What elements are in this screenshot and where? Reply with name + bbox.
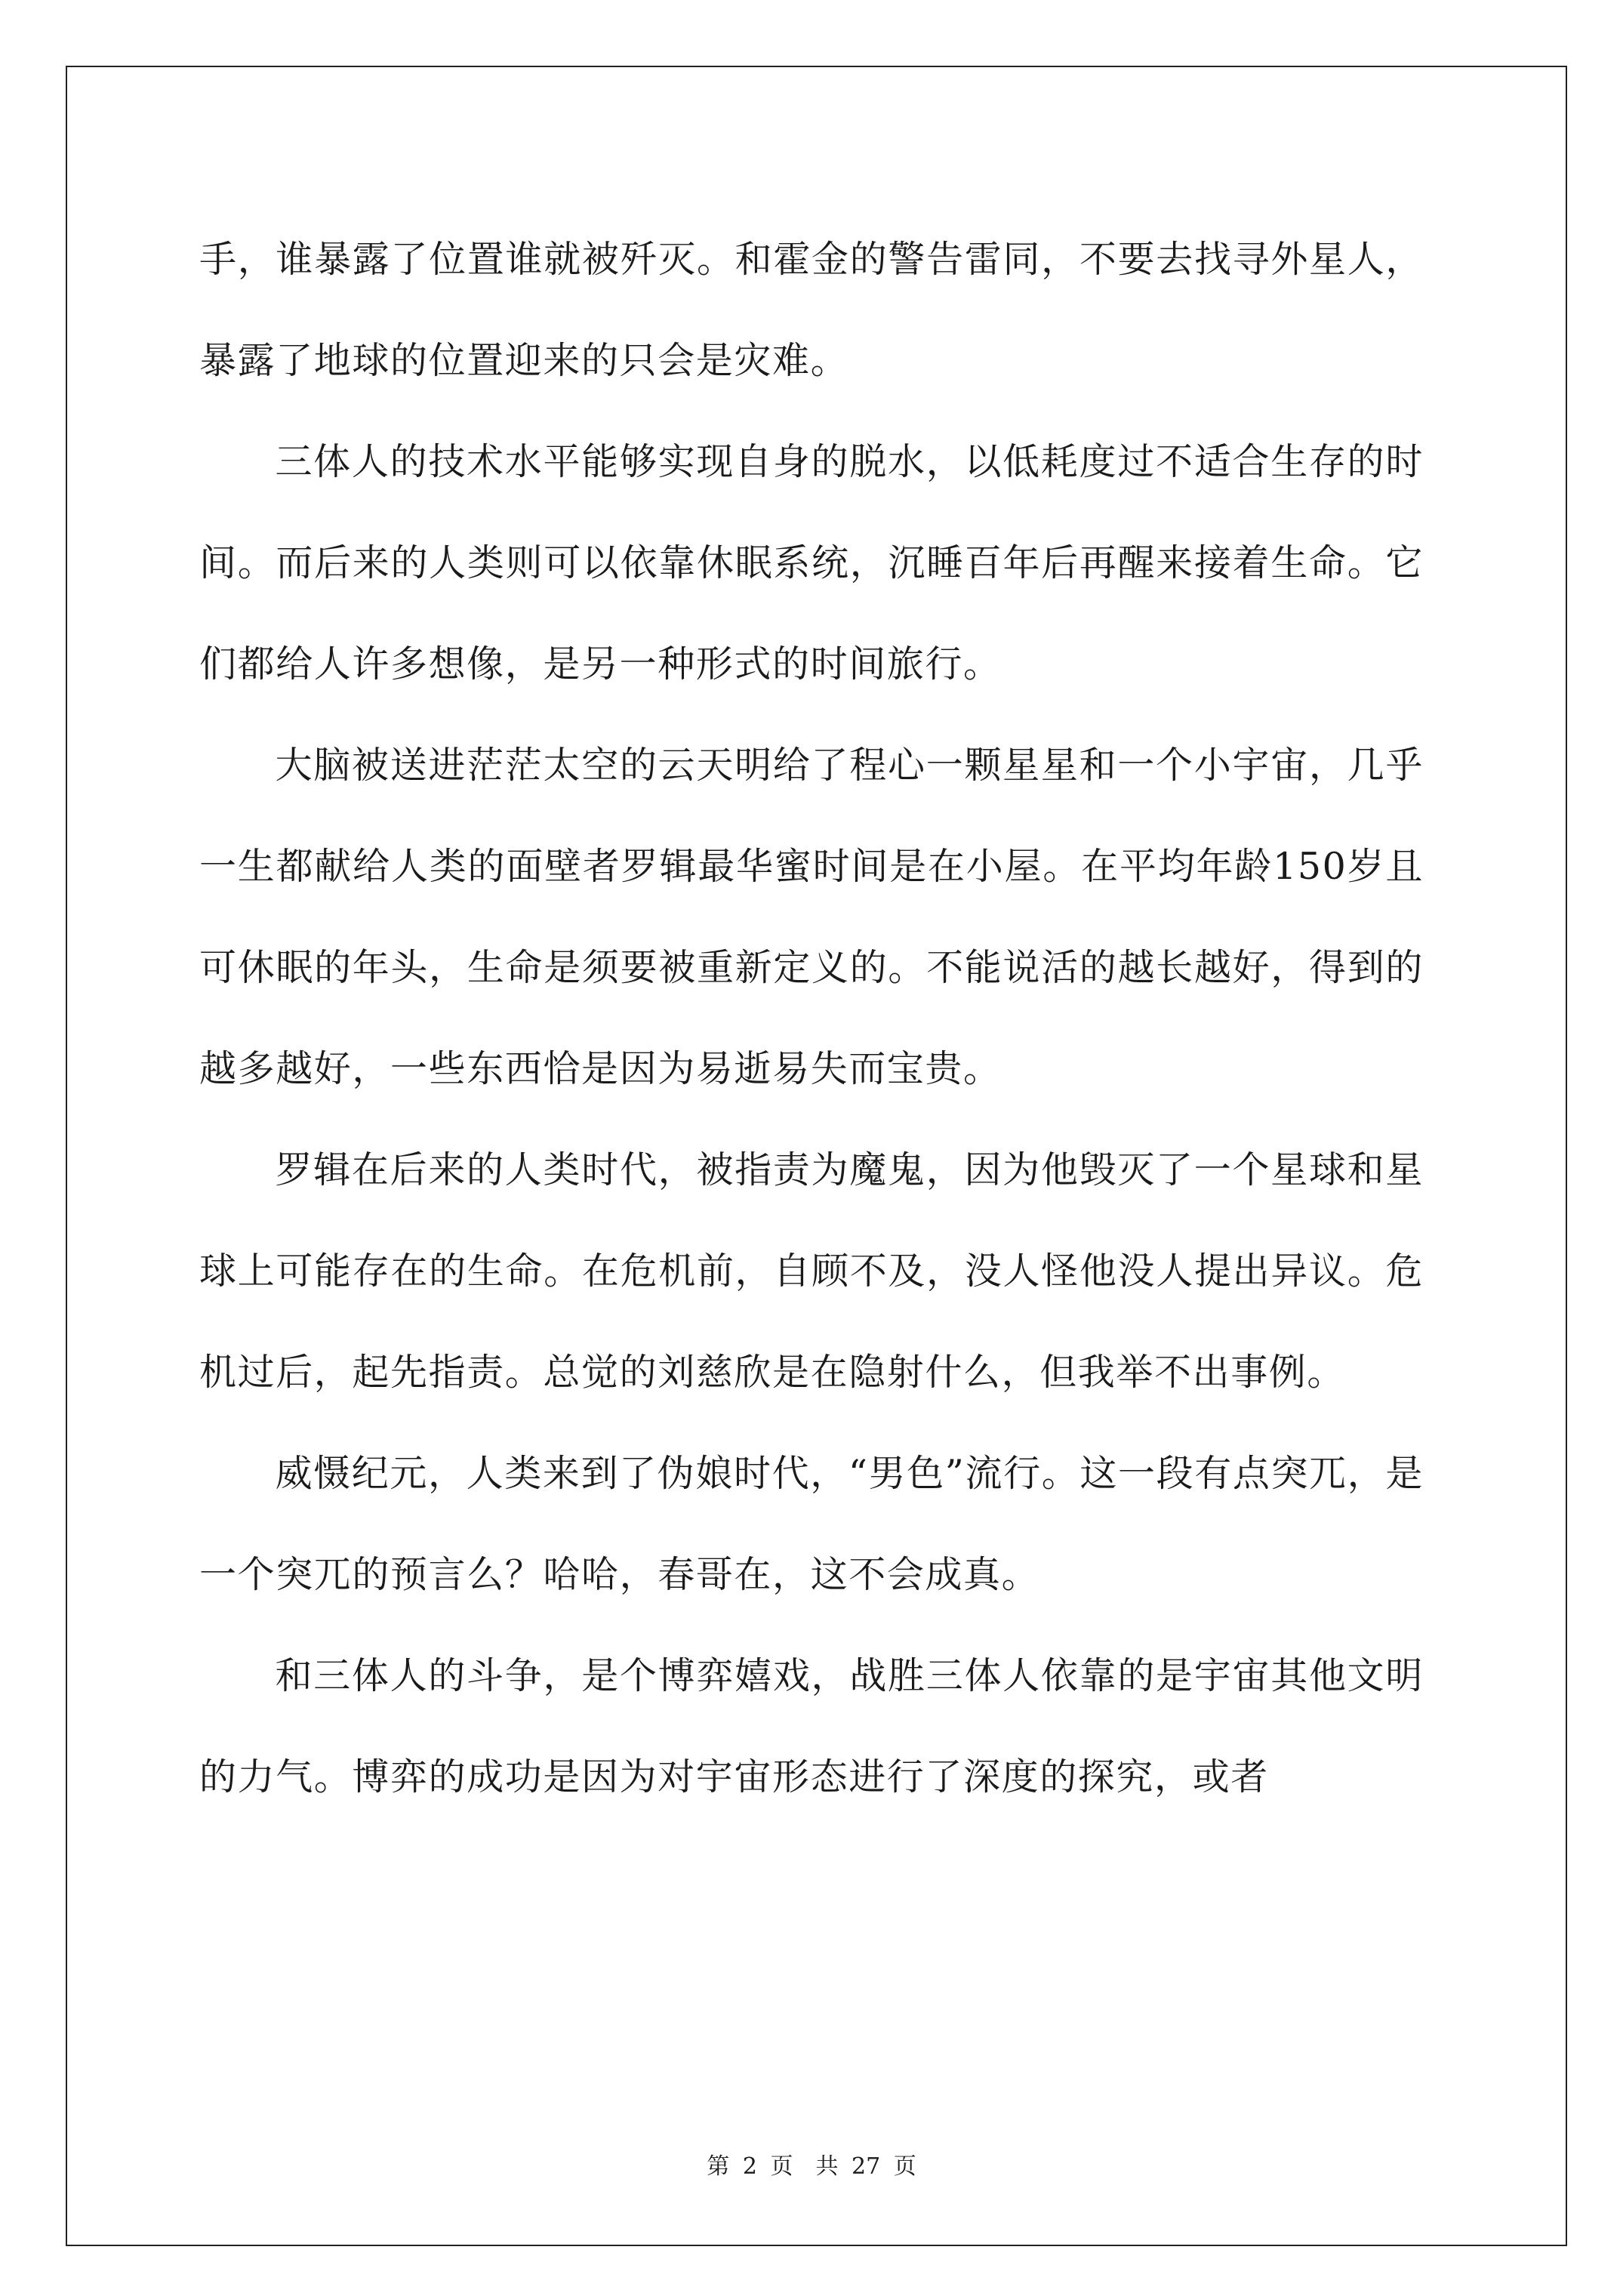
document-body: [199, 209, 1424, 1828]
paragraph-2: 三体人的技术水平能够实现自身的脱水，以低耗度过不适合生存的时间。而后来的人类则可以依靠休眠系统，沉睡百年后再醒来接着生命。它们都给人许多想像，是另一种形式的时间旅行。: [199, 440, 1424, 686]
paragraph-5: 威慑纪元，人类来到了伪娘时代，“男色”流行。这一段有点突兀，是一个突兀的预言么？哈哈，春哥在，这不会成真。: [199, 1452, 1424, 1596]
paragraph-1: 手，谁暴露了位置谁就被歼灭。和霍金的警告雷同，不要去找寻外星人，暴露了地球的位置迎来的只会是灾难。: [199, 238, 1424, 382]
paragraph-6: 和三体人的斗争，是个博弈嬉戏，战胜三体人依靠的是宇宙其他文明的力气。博弈的成功是因为对宇宙形态进行了深度的探究，或者: [199, 1654, 1424, 1798]
paragraph-4: 罗辑在后来的人类时代，被指责为魔鬼，因为他毁灭了一个星球和星球上可能存在的生命。在危机前，自顾不及，没人怪他没人提出异议。危机过后，起先指责。总觉的刘慈欣是在隐射什么，但我举不出事例。: [199, 1148, 1424, 1394]
paragraph-3: 大脑被送进茫茫太空的云天明给了程心一颗星星和一个小宇宙，几乎一生都献给人类的面壁者罗辑最华蜜时间是在小屋。在平均年龄150岁且可休眠的年头，生命是须要被重新定义的。不能说活的越长越好，得到的越多越好，一些东西恰是因为易逝易失而宝贵。: [199, 744, 1424, 1090]
page-number: 第 2 页 共 27 页: [707, 2153, 916, 2180]
